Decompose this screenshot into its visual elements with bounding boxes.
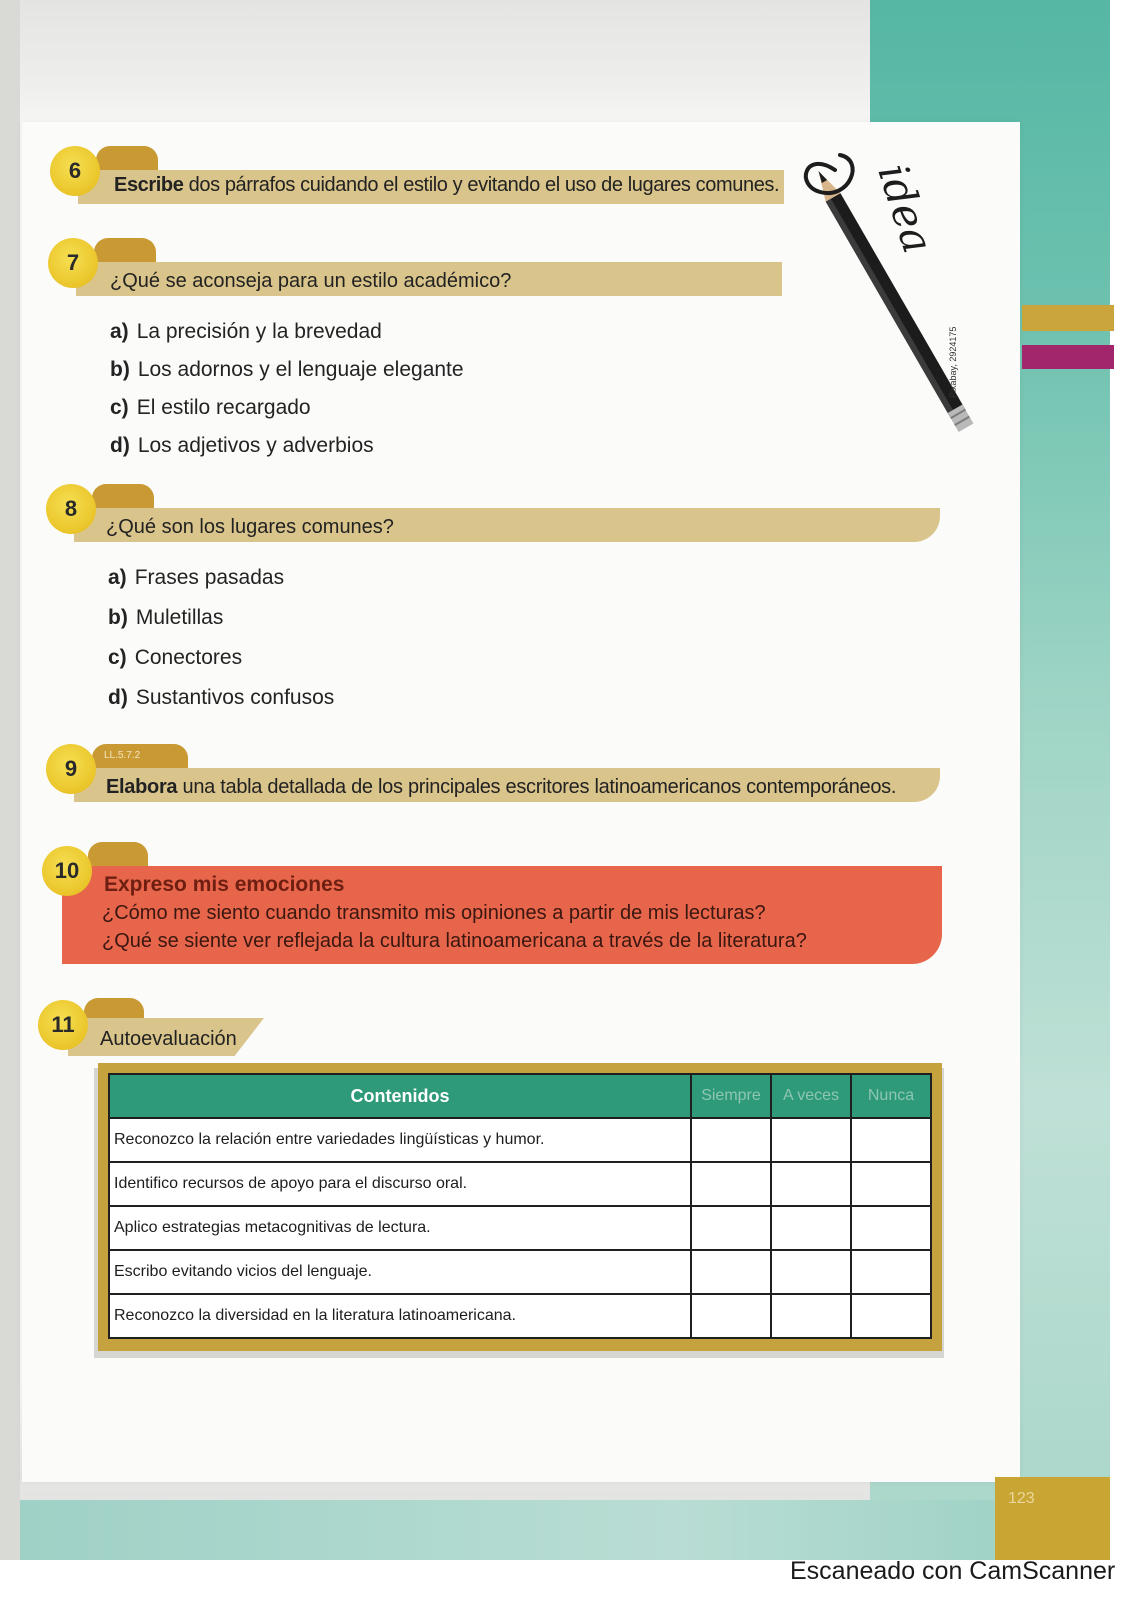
nunca-cell[interactable] bbox=[851, 1294, 931, 1338]
bottom-strip bbox=[20, 1500, 1110, 1560]
question-8-option-d: d) Sustantivos confusos bbox=[108, 686, 335, 709]
question-8-option-c: c) Conectores bbox=[108, 646, 243, 669]
image-credit: Pixabay, 2924175 bbox=[948, 326, 958, 398]
question-10-tab bbox=[88, 842, 148, 866]
question-7-tab bbox=[94, 238, 156, 262]
a-veces-cell[interactable] bbox=[771, 1294, 851, 1338]
question-7-option-d: d) Los adjetivos y adverbios bbox=[110, 434, 374, 457]
emotions-title: Expreso mis emociones bbox=[104, 873, 345, 896]
self-evaluation-table bbox=[108, 1073, 932, 1339]
a-veces-cell[interactable] bbox=[771, 1250, 851, 1294]
siempre-cell[interactable] bbox=[691, 1118, 771, 1162]
question-7-option-a: a) La precisión y la brevedad bbox=[110, 320, 382, 343]
scanner-watermark: Escaneado con CamScanner bbox=[790, 1557, 1116, 1585]
question-7-option-c: c) El estilo recargado bbox=[110, 396, 311, 419]
row-content: Identifico recursos de apoyo para el discurso oral. bbox=[109, 1162, 691, 1206]
siempre-cell[interactable] bbox=[691, 1250, 771, 1294]
table-row bbox=[109, 1162, 931, 1206]
question-8-option-b: b) Muletillas bbox=[108, 606, 224, 629]
emotions-question-2: ¿Qué se siente ver reflejada la cultura latinoamericana a través de la literatura? bbox=[102, 930, 807, 952]
table-header-row bbox=[109, 1074, 931, 1118]
question-7-number: 7 bbox=[48, 238, 98, 288]
header-siempre: Siempre bbox=[691, 1074, 771, 1118]
question-8-text: ¿Qué son los lugares comunes? bbox=[106, 516, 394, 538]
question-7-text: ¿Qué se aconseja para un estilo académico? bbox=[110, 270, 512, 292]
question-9-number: 9 bbox=[46, 744, 96, 794]
question-6-number: 6 bbox=[50, 146, 100, 196]
row-content: Reconozco la diversidad en la literatura latinoamericana. bbox=[109, 1294, 691, 1338]
header-a-veces: A veces bbox=[771, 1074, 851, 1118]
nunca-cell[interactable] bbox=[851, 1206, 931, 1250]
table-row bbox=[109, 1206, 931, 1250]
question-11-text: Autoevaluación bbox=[100, 1028, 237, 1050]
a-veces-cell[interactable] bbox=[771, 1206, 851, 1250]
a-veces-cell[interactable] bbox=[771, 1118, 851, 1162]
idea-handwriting: idea bbox=[868, 158, 943, 259]
question-8-option-a: a) Frases pasadas bbox=[108, 566, 285, 589]
table-row bbox=[109, 1118, 931, 1162]
pencil-illustration bbox=[795, 130, 985, 460]
emotions-question-1: ¿Cómo me siento cuando transmito mis opiniones a partir de mis lecturas? bbox=[102, 902, 766, 924]
header-contenidos: Contenidos bbox=[109, 1074, 691, 1118]
skill-code: LL.5.7.2 bbox=[104, 750, 141, 761]
question-10-number: 10 bbox=[42, 846, 92, 896]
header-nunca: Nunca bbox=[851, 1074, 931, 1118]
question-8-tab bbox=[92, 484, 154, 508]
question-9-text: Elabora una tabla detallada de los principales escritores latinoamericanos contemporáneos. bbox=[106, 776, 897, 798]
side-magenta-tab bbox=[1022, 345, 1114, 369]
question-6-tab bbox=[96, 146, 158, 170]
table-row bbox=[109, 1294, 931, 1338]
siempre-cell[interactable] bbox=[691, 1294, 771, 1338]
side-gold-tab bbox=[1022, 305, 1114, 331]
siempre-cell[interactable] bbox=[691, 1162, 771, 1206]
table-row bbox=[109, 1250, 931, 1294]
question-7-option-b: b) Los adornos y el lenguaje elegante bbox=[110, 358, 464, 381]
a-veces-cell[interactable] bbox=[771, 1162, 851, 1206]
scan-edge bbox=[0, 0, 20, 1560]
page-number: 123 bbox=[1008, 1490, 1035, 1507]
question-6-text: Escribe dos párrafos cuidando el estilo y evitando el uso de lugares comunes. bbox=[114, 174, 780, 196]
row-content: Escribo evitando vicios del lenguaje. bbox=[109, 1250, 691, 1294]
siempre-cell[interactable] bbox=[691, 1206, 771, 1250]
nunca-cell[interactable] bbox=[851, 1162, 931, 1206]
question-11-number: 11 bbox=[38, 1000, 88, 1050]
row-content: Aplico estrategias metacognitivas de lectura. bbox=[109, 1206, 691, 1250]
nunca-cell[interactable] bbox=[851, 1118, 931, 1162]
question-8-number: 8 bbox=[46, 484, 96, 534]
row-content: Reconozco la relación entre variedades lingüísticas y humor. bbox=[109, 1118, 691, 1162]
nunca-cell[interactable] bbox=[851, 1250, 931, 1294]
